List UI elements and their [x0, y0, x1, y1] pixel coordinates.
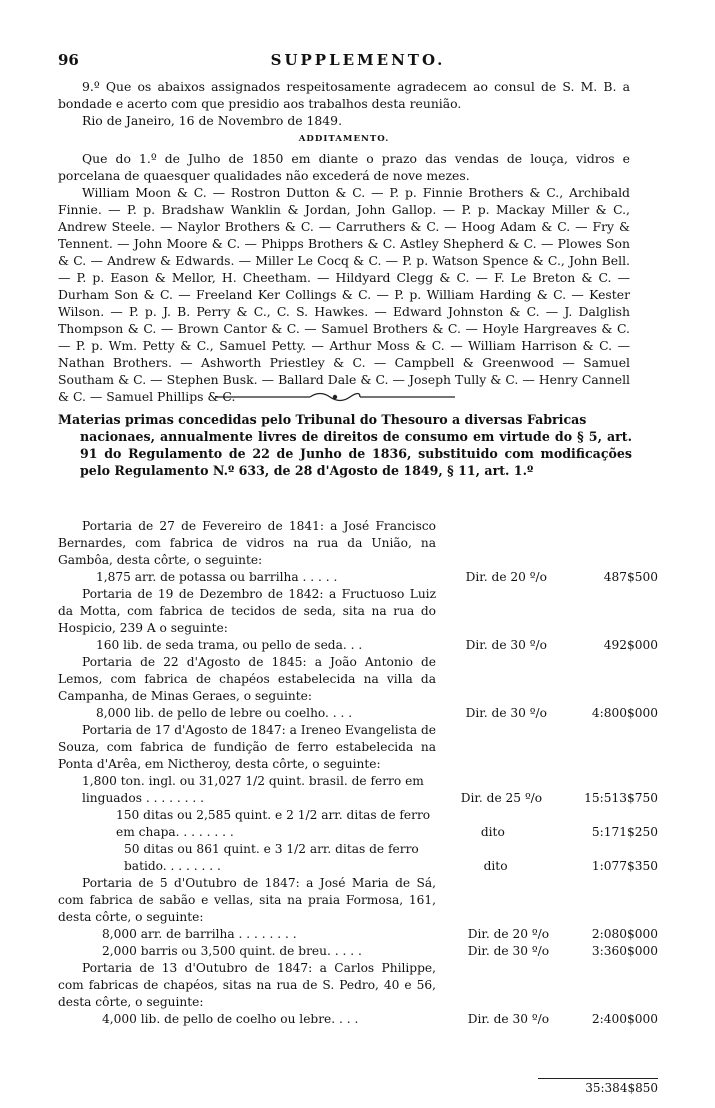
entry-item [58, 637, 658, 654]
item-rate: Dir. de 30 º/o [467, 1012, 550, 1026]
item-amount: 2:080$000 [591, 927, 658, 941]
item-rate: Dir. de 20 º/o [467, 927, 550, 941]
item-amount: 1:077$350 [591, 859, 659, 873]
item-amount: 2:400$000 [591, 1012, 658, 1026]
grand-total [538, 1078, 658, 1095]
entry-6 [58, 960, 658, 1028]
item-rate: Dir. de 20 º/o [465, 570, 547, 584]
entry-5 [58, 875, 658, 960]
entry-item [58, 943, 658, 960]
entry-4 [58, 722, 658, 875]
signatories-list: William Moon & C. — Rostron Dutton & C. — P. p. Finnie Brothers & C., Archibald Finnie. — P. p. Bradshaw Wanklin & Jordan, John Gallop. — P. p. Mackay Miller & C., Andrew Steele. — Naylor Brothers & C. — Carruthers & C. — Hoog Adam & C. — Fry & Tennent. — John Moore & C. — Phipps Brothers & C. Astley Shepherd & C. — Plowes Son & C. — Andrew & Edwards. — Miller Le Cocq & C. — P. p. Watson Spence & C., John Bell. — P. p. Eason & Mellor, H. Cheetham. — Hildyard Clegg & C. — F. Le Breton & C. — Durham Son & C. — Freeland Ker Collings & C. — P. p. William Harding & C. — Kester Wilson. — P. p. J. B. Perry & C., C. S. Hawkes. — Edward Johnston & C. — J. Dalglish Thompson & C. — Brown Cantor & C. — Samuel Brothers & C. — Hoyle Hargreaves & C. — P. p. Wm. Petty & C., Samuel Petty. — Arthur Moss & C. — William Harrison & C. — Nathan Brothers. — Ashworth Priestley & C. — Campbell & Greenwood — Samuel Southam & C. — Stephen Busk. — Ballard Dale & C. — Joseph Tully & C. — Henry Cannell & C. — Samuel Phillips & C. [58, 185, 630, 404]
page-number: 96 [58, 51, 79, 69]
item-description: 8,000 arr. de barrilha . . . . . . . . [102, 927, 297, 941]
item-rate: Dir. de 30 º/o [467, 944, 550, 958]
item-description: 2,000 barris ou 3,500 quint. de breu. . . . . [102, 944, 362, 958]
total-amount: 35:384$850 [585, 1081, 658, 1095]
running-header [58, 51, 658, 71]
page-title: SUPPLEMENTO. [270, 51, 446, 69]
item-rate: dito [480, 825, 505, 839]
item-9-paragraph: 9.º Que os abaixos assignados respeitosamente agradecem ao consul de S. M. B. a bondade e acerto com que presidio aos trabalhos desta reunião. [58, 79, 630, 111]
item-description: 1,800 ton. ingl. ou 31,027 1/2 quint. brasil. de ferro em linguados . . . . . . . . [82, 774, 424, 805]
materias-heading [58, 411, 632, 479]
item-description: 160 lib. de seda trama, ou pello de seda. . . [96, 638, 363, 652]
materias-heading-cont: nacionaes, annualmente livres de direitos de consumo em virtude do § 5, art. 91 do Regulamento de 22 de Junho de 1836, substituido com modificações pelo Regulamento N.º 633, de 28 d'Agosto de 1849, § 11, art. 1.º [80, 429, 632, 478]
item-description: 4,000 lib. de pello de coelho ou lebre. . . . [102, 1012, 359, 1026]
item-amount: 5:171$250 [591, 825, 658, 839]
entry-item [58, 841, 658, 875]
item-rate: Dir. de 25 º/o [460, 791, 543, 805]
portaria-text: Portaria de 22 d'Agosto de 1845: a João Antonio de Lemos, com fabrica de chapéos estabelecida na villa da Campanha, de Minas Geraes, o seguinte: [58, 655, 436, 703]
item-description: 8,000 lib. de pello de lebre ou coelho. . . . [96, 706, 353, 720]
item-amount: 487$500 [603, 570, 658, 584]
portaria-text: Portaria de 5 d'Outubro de 1847: a José Maria de Sá, com fabrica de sabão e vellas, sita na praia Formosa, 161, desta côrte, o seguinte: [58, 876, 436, 924]
ornamental-rule [215, 388, 455, 406]
total-rule [538, 1078, 658, 1079]
entry-item [58, 926, 658, 943]
item-amount: 15:513$750 [584, 791, 658, 805]
entry-item [58, 773, 658, 807]
additamento-text: Que do 1.º de Julho de 1850 em diante o prazo das vendas de louça, vidros e porcelana de quaesquer qualidades não excederá de nove mezes. [58, 151, 630, 183]
portaria-text: Portaria de 19 de Dezembro de 1842: a Fructuoso Luiz da Motta, com fabrica de tecidos de seda, sita na rua do Hospicio, 239 A o seguinte: [58, 587, 436, 635]
intro-block [58, 78, 630, 405]
item-description: 50 ditas ou 861 quint. e 3 1/2 arr. ditas de ferro batido. . . . . . . . [124, 842, 419, 873]
item-amount: 3:360$000 [591, 944, 658, 958]
entries-list [58, 518, 658, 1028]
entry-item [58, 1011, 658, 1028]
item-description: 1,875 arr. de potassa ou barrilha . . . . . [96, 570, 338, 584]
place-date: Rio de Janeiro, 16 de Novembro de 1849. [82, 113, 343, 128]
additamento-heading: ADDITAMENTO. [298, 134, 390, 144]
item-rate: dito [483, 859, 508, 873]
entry-item [58, 705, 658, 722]
entry-1 [58, 518, 658, 586]
entry-3 [58, 654, 658, 722]
item-amount: 492$000 [603, 638, 658, 652]
portaria-text: Portaria de 27 de Fevereiro de 1841: a José Francisco Bernardes, com fabrica de vidros na rua da União, na Gambôa, desta côrte, o seguinte: [58, 519, 436, 567]
portaria-text: Portaria de 13 d'Outubro de 1847: a Carlos Philippe, com fabricas de chapéos, sitas na rua de S. Pedro, 40 e 56, desta côrte, o seguinte: [58, 961, 436, 1009]
materias-heading-line1: Materias primas concedidas pelo Tribunal do Thesouro a diversas Fabricas [58, 412, 587, 427]
item-amount: 4:800$000 [591, 706, 658, 720]
entry-2 [58, 586, 658, 654]
entry-item [58, 807, 658, 841]
item-rate: Dir. de 30 º/o [465, 706, 547, 720]
item-description: 150 ditas ou 2,585 quint. e 2 1/2 arr. ditas de ferro em chapa. . . . . . . . [116, 808, 431, 839]
entry-item [58, 569, 658, 586]
portaria-text: Portaria de 17 d'Agosto de 1847: a Ireneo Evangelista de Souza, com fabrica de fundição de ferro estabelecida na Ponta d'Arêa, em Nictheroy, desta côrte, o seguinte: [58, 723, 436, 771]
item-rate: Dir. de 30 º/o [465, 638, 547, 652]
